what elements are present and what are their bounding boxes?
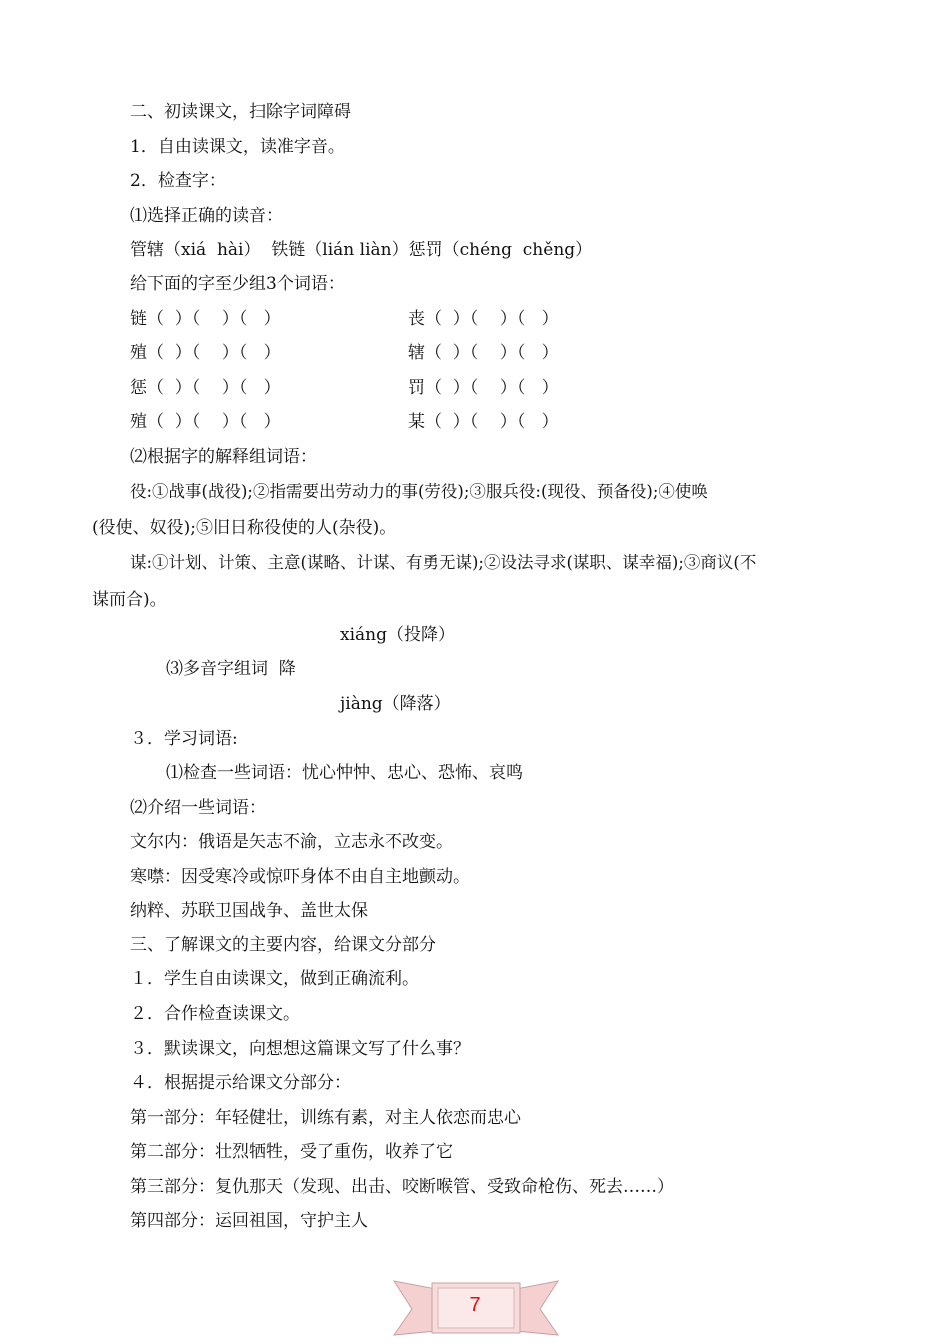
pronunciation-choices: 管辖（xiá hài） 铁链（lián liàn）惩罚（chéng chěng） xyxy=(130,240,593,260)
word-group-instruction: 给下面的字至少组3个词语： xyxy=(130,274,345,294)
part-4: 第四部分：运回祖国，守护主人 xyxy=(130,1211,368,1231)
vocab-list: 纳粹、苏联卫国战争、盖世太保 xyxy=(130,901,368,921)
yi-definition-line2: (役使、奴役);⑤旧日称役使的人(杂役)。 xyxy=(92,518,397,538)
page-number: 7 xyxy=(469,1294,481,1316)
vocab-hanjin: 寒噤：因受寒冷或惊吓身体不由自主地颤动。 xyxy=(130,867,470,887)
grid-right-4: 某（ ）（ ）（ ） xyxy=(408,412,559,432)
item-3-1: １．学生自由读课文，做到正确流利。 xyxy=(130,969,419,989)
mou-definition-line2: 谋而合)。 xyxy=(92,590,167,610)
section-2-heading: 二、初读课文，扫除字词障碍 xyxy=(130,102,351,122)
grid-right-3: 罚（ ）（ ）（ ） xyxy=(408,378,559,398)
section-3-heading: 三、了解课文的主要内容，给课文分部分 xyxy=(130,935,436,955)
item-2-2: 2．检查字： xyxy=(130,171,226,191)
part-2: 第二部分：壮烈牺牲，受了重伤，收养了它 xyxy=(130,1142,453,1162)
mou-definition-line1: 谋:①计划、计策、主意(谋略、计谋、有勇无谋);②设法寻求(谋职、谋幸福);③商议(不 xyxy=(130,553,757,572)
part-3: 第三部分：复仇那天（发现、出击、咬断喉管、受致命枪伤、死去……） xyxy=(130,1177,674,1197)
grid-left-2: 殖（ ）（ ）（ ） xyxy=(130,343,281,363)
item-3-3: ３．默读课文，向想想这篇课文写了什么事？ xyxy=(130,1039,470,1059)
item-2-3: ３．学习词语: xyxy=(130,729,238,749)
grid-left-3: 惩（ ）（ ）（ ） xyxy=(130,378,281,398)
item-2-2-1: ⑴选择正确的读音： xyxy=(130,206,283,226)
part-1: 第一部分：年轻健壮，训练有素，对主人依恋而忠心 xyxy=(130,1108,521,1128)
item-2-3-1: ⑴检查一些词语：忧心忡忡、忠心、恐怖、哀鸣 xyxy=(166,763,523,783)
item-3-2: ２．合作检查读课文。 xyxy=(130,1004,300,1024)
grid-right-1: 丧（ ）（ ）（ ） xyxy=(408,309,559,329)
grid-left-4: 殖（ ）（ ）（ ） xyxy=(130,412,281,432)
vocab-wenerni: 文尔内：俄语是矢志不渝，立志永不改变。 xyxy=(130,832,453,852)
grid-right-2: 辖（ ）（ ）（ ） xyxy=(408,343,559,363)
polyphone-xiang: xiáng（投降） xyxy=(340,625,455,645)
item-2-1: 1．自由读课文，读准字音。 xyxy=(130,137,345,157)
yi-definition-line1: 役:①战事(战役);②指需要出劳动力的事(劳役);③服兵役:(现役、预备役);④使唤 xyxy=(130,482,708,501)
grid-left-1: 链（ ）（ ）（ ） xyxy=(130,309,281,329)
item-2-3-2: ⑵介绍一些词语： xyxy=(130,798,266,818)
item-3-4: ４．根据提示给课文分部分： xyxy=(130,1073,351,1093)
polyphone-jiang: jiàng（降落） xyxy=(340,694,451,714)
item-2-2-3: ⑶多音字组词 降 xyxy=(166,659,296,679)
item-2-2-2: ⑵根据字的解释组词语： xyxy=(130,447,317,467)
